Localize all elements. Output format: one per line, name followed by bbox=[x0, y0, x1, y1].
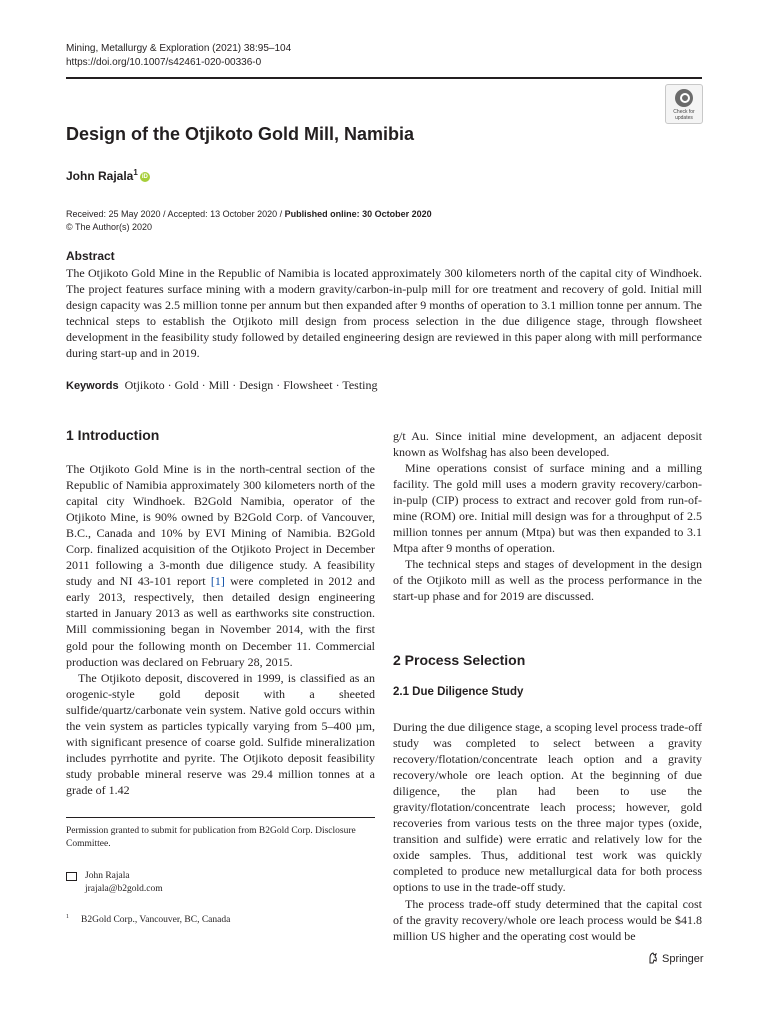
intro-paragraph-2-cont: g/t Au. Since initial mine development, an adjacent deposit known as Wolfshag has also been developed. bbox=[393, 429, 702, 460]
process-paragraph-1: During the due diligence stage, a scoping level process trade-off study was completed to select between a gravity recovery/flotation/concentrate leach option and a gravity recovery/whole ore leach option. At the beginning of due diligence, the plan had been to use the gravity/flotation/concentrate leach process; however, gold recoveries from various tests on the three major types (oxide, transition and sulfide) were erratic and relatively low for the oxide samples. Thus, additional test work was quickly completed to produce new metallurgical data for both process options to use in the trade-off study. bbox=[393, 720, 702, 895]
process-paragraph-2: The process trade-off study determined that the capital cost of the gravity recovery/whole ore leach process would be $41.8 million US higher and the operating cost would be bbox=[393, 896, 702, 943]
corr-name: John Rajala bbox=[85, 871, 130, 881]
intro-column-left bbox=[66, 461, 375, 798]
permission-note: Permission granted to submit for publication from B2Gold Corp. Disclosure Committee. bbox=[66, 826, 356, 849]
author-affil-mark: 1 bbox=[133, 168, 138, 177]
keywords bbox=[66, 378, 378, 393]
abstract-text: The Otjikoto Gold Mine in the Republic of Namibia is located approximately 300 kilometers north of the capital city of Windhoek. The project features surface mining with a modern gravity/carbon-in-pulp mill for ore treatment and recovery of gold. Initial mill design capacity was 2.5 million tonne per annum but then expanded after 9 months of operation to 3.1 million tonne per annum. The technical steps to establish the Otjikoto mill design from process selection in the due diligence stage, through flowsheet development in the feasibility study followed by detailed engineering design are reviewed in this paper along with mill performance during start-up and in 2019. bbox=[66, 266, 702, 361]
affiliation: $^1$ B2Gold Corp., Vancouver, BC, Canada bbox=[66, 914, 231, 926]
envelope-icon bbox=[66, 872, 77, 881]
intro-paragraph-2: The Otjikoto deposit, discovered in 1999, is classified as an orogenic-style gold deposit with a sheeted sulfide/quartz/carbonate vein system. Native gold occurs within the vein system as particles typically varying from 5–400 µm, with significant presence of coarse gold. Sulfide mineralization includes pyrrhotite and pyrite. The Otjikoto deposit feasibility study probable mineral reserve was 29.4 million tonnes at a grade of 1.42 bbox=[66, 670, 375, 797]
footnote-rule bbox=[66, 817, 375, 818]
abstract-heading: Abstract bbox=[66, 249, 115, 263]
check-updates-icon bbox=[675, 89, 693, 107]
publisher-mark: Springer bbox=[648, 952, 704, 965]
reference-link[interactable]: [1] bbox=[210, 574, 225, 589]
author-line bbox=[66, 168, 150, 183]
author-name[interactable]: John Rajala bbox=[66, 169, 134, 183]
keywords-list: Otjikoto · Gold · Mill · Design · Flowsheet · Testing bbox=[124, 378, 378, 392]
orcid-icon[interactable]: iD bbox=[141, 173, 148, 180]
check-for-updates-badge[interactable]: Check for updates bbox=[665, 84, 703, 124]
publication-dates: Received: 25 May 2020 / Accepted: 13 October 2020 / Published online: 30 October 2020 © The Author(s) 2020 bbox=[66, 209, 432, 232]
header-rule bbox=[66, 77, 702, 79]
doi-link[interactable]: https://doi.org/10.1007/s42461-020-00336-0 bbox=[66, 57, 262, 68]
springer-horse-icon bbox=[648, 952, 658, 964]
copyright: © The Author(s) 2020 bbox=[66, 222, 153, 232]
intro-column-right bbox=[393, 428, 702, 605]
paper-title: Design of the Otjikoto Gold Mill, Namibia bbox=[66, 124, 415, 144]
subsection-heading-due-diligence: 2.1 Due Diligence Study bbox=[393, 686, 524, 698]
process-column bbox=[393, 719, 702, 944]
intro-paragraph-1: The Otjikoto Gold Mine is in the north-central section of the Republic of Namibia approximately 300 kilometers north of the capital city Windhoek. B2Gold Namibia, operator of the Otjikoto Mine, is 90% owned by B2Gold Corp. of Vancouver, B.C., Canada and 10% by EVI Mining of Namibia. B2Gold Corp. finalized acquisition of the Otjikoto Project in December 2011 following a 3-month due diligence study. A feasibility study and NI 43-101 report [1] were completed in 2012 and early 2013, respectively, then detailed design engineering started in January 2013 as well as earthworks site construction. Mill commissioning began in November 2014, with the first gold pour the following month on December 11. Commercial production was declared on February 28, 2015. bbox=[66, 462, 375, 669]
section-heading-process-selection: 2 Process Selection bbox=[393, 652, 526, 668]
corresponding-author bbox=[66, 870, 163, 896]
journal-citation: Mining, Metallurgy & Exploration (2021) 38:95–104 bbox=[66, 43, 292, 54]
corr-email[interactable]: jrajala@b2gold.com bbox=[85, 884, 163, 894]
keywords-label: Keywords bbox=[66, 380, 119, 392]
intro-paragraph-3: Mine operations consist of surface mining and a milling facility. The gold mill uses a modern gravity recovery/carbon-in-pulp (CIP) process to extract and recover gold from run-of-mine (ROM) ore. Initial mill design was for a throughput of 2.5 million tonnes per annum (Mtpa) but was then expanded to 3.1 Mtpa after 9 months of operation. bbox=[393, 461, 702, 556]
intro-paragraph-4: The technical steps and stages of development in the design of the Otjikoto mill as well as the process performance in the start-up phase and for 2019 are discussed. bbox=[393, 557, 702, 604]
section-heading-introduction: 1 Introduction bbox=[66, 427, 160, 443]
